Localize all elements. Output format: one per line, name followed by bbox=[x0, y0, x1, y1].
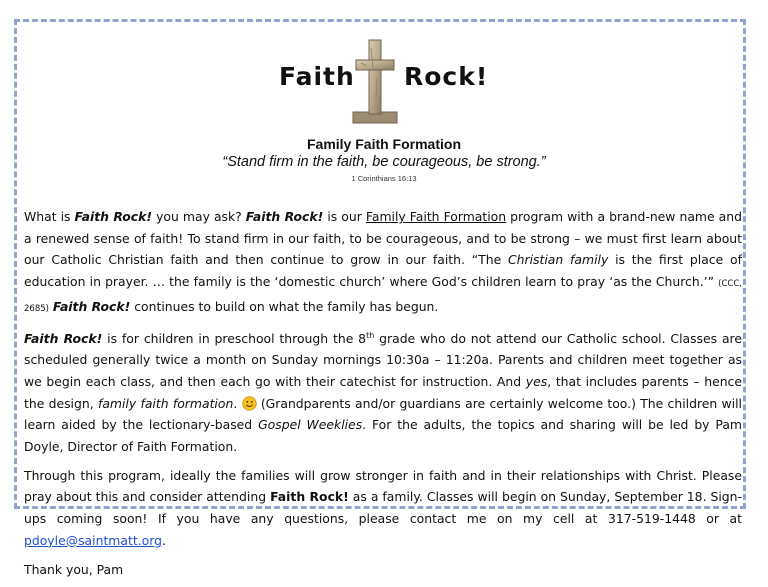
text: is for children in preschool through the 8 bbox=[102, 330, 367, 346]
text: program with a brand-new name and a renewed sense of faith! To stand firm in our faith, to be courageous, and to be strong – we must first learn about our Catholic Christian faith and then continue to grow in our faith. “The bbox=[24, 209, 742, 268]
text: is the first place of education in prayer. … the family is the ‘domestic church’ where God’s children learn to pray ‘as the Church.’” bbox=[24, 252, 742, 290]
program-name: Faith Rock! bbox=[245, 209, 324, 224]
page-title: Family Faith Formation bbox=[306, 136, 461, 152]
emphasis-text: family faith formation bbox=[97, 395, 234, 411]
email-link[interactable]: pdoyle@saintmatt.org bbox=[24, 532, 162, 548]
text: is our bbox=[323, 209, 366, 224]
faith-rock-logo bbox=[0, 38, 768, 124]
paragraph-invitation bbox=[24, 465, 742, 552]
catechism-reference: (CCC, 2685) bbox=[24, 279, 742, 314]
text: . bbox=[161, 532, 166, 548]
text: continues to build on what the family has begun. bbox=[130, 298, 439, 314]
text: . For the adults, the topics and sharing will be led by Pam Doyle, Director of Faith Formation. bbox=[24, 417, 742, 455]
program-name: Faith Rock! bbox=[74, 209, 153, 224]
program-name: Faith Rock! bbox=[270, 489, 349, 505]
smiley-face-icon bbox=[242, 396, 257, 411]
signoff: Thank you, Pam bbox=[24, 561, 124, 577]
paragraph-details bbox=[24, 328, 742, 458]
text: as a family. Classes will begin on Sunday, September 18. Sign-ups coming soon! If you have any questions, please contact me on my cell at 317-519-1448 or at bbox=[24, 489, 742, 527]
scripture-quote: “Stand firm in the faith, be courageous, be strong.” bbox=[222, 154, 546, 170]
text: (Grandparents and/or guardians are certainly welcome too.) The children will learn aided by the lectionary-based bbox=[24, 395, 742, 433]
stone-cross-icon bbox=[349, 38, 401, 124]
program-name: Faith Rock! bbox=[24, 330, 103, 346]
text: Through this program, ideally the families will grow stronger in faith and in their relationships with Christ. Please pray about this and consider attending bbox=[24, 467, 742, 505]
logo-word-faith: Faith bbox=[279, 62, 355, 91]
text: you may ask? bbox=[152, 209, 246, 224]
paragraph-intro bbox=[24, 206, 742, 321]
text: grade who do not attend our Catholic school. Classes are scheduled generally twice a month on Sunday mornings 10:30a – 11:20a. Parents and children meet together as we begin each class, and then each go with their catechist for instruction. And bbox=[24, 330, 742, 389]
emphasis-text: Gospel Weeklies bbox=[258, 417, 363, 433]
emphasis-text: Christian family bbox=[508, 252, 609, 268]
scripture-citation: 1 Corinthians 16:13 bbox=[351, 174, 417, 183]
text: , that includes parents – hence the design, bbox=[24, 373, 742, 411]
logo-word-rock: Rock! bbox=[404, 62, 489, 91]
underlined-program-title: Family Faith Formation bbox=[365, 209, 507, 224]
text: What is bbox=[24, 209, 75, 224]
text: . bbox=[233, 395, 242, 411]
emphasis-text: yes bbox=[525, 373, 548, 389]
letter-body bbox=[24, 206, 742, 587]
ordinal-suffix: th bbox=[366, 330, 375, 340]
program-name: Faith Rock! bbox=[52, 298, 131, 314]
